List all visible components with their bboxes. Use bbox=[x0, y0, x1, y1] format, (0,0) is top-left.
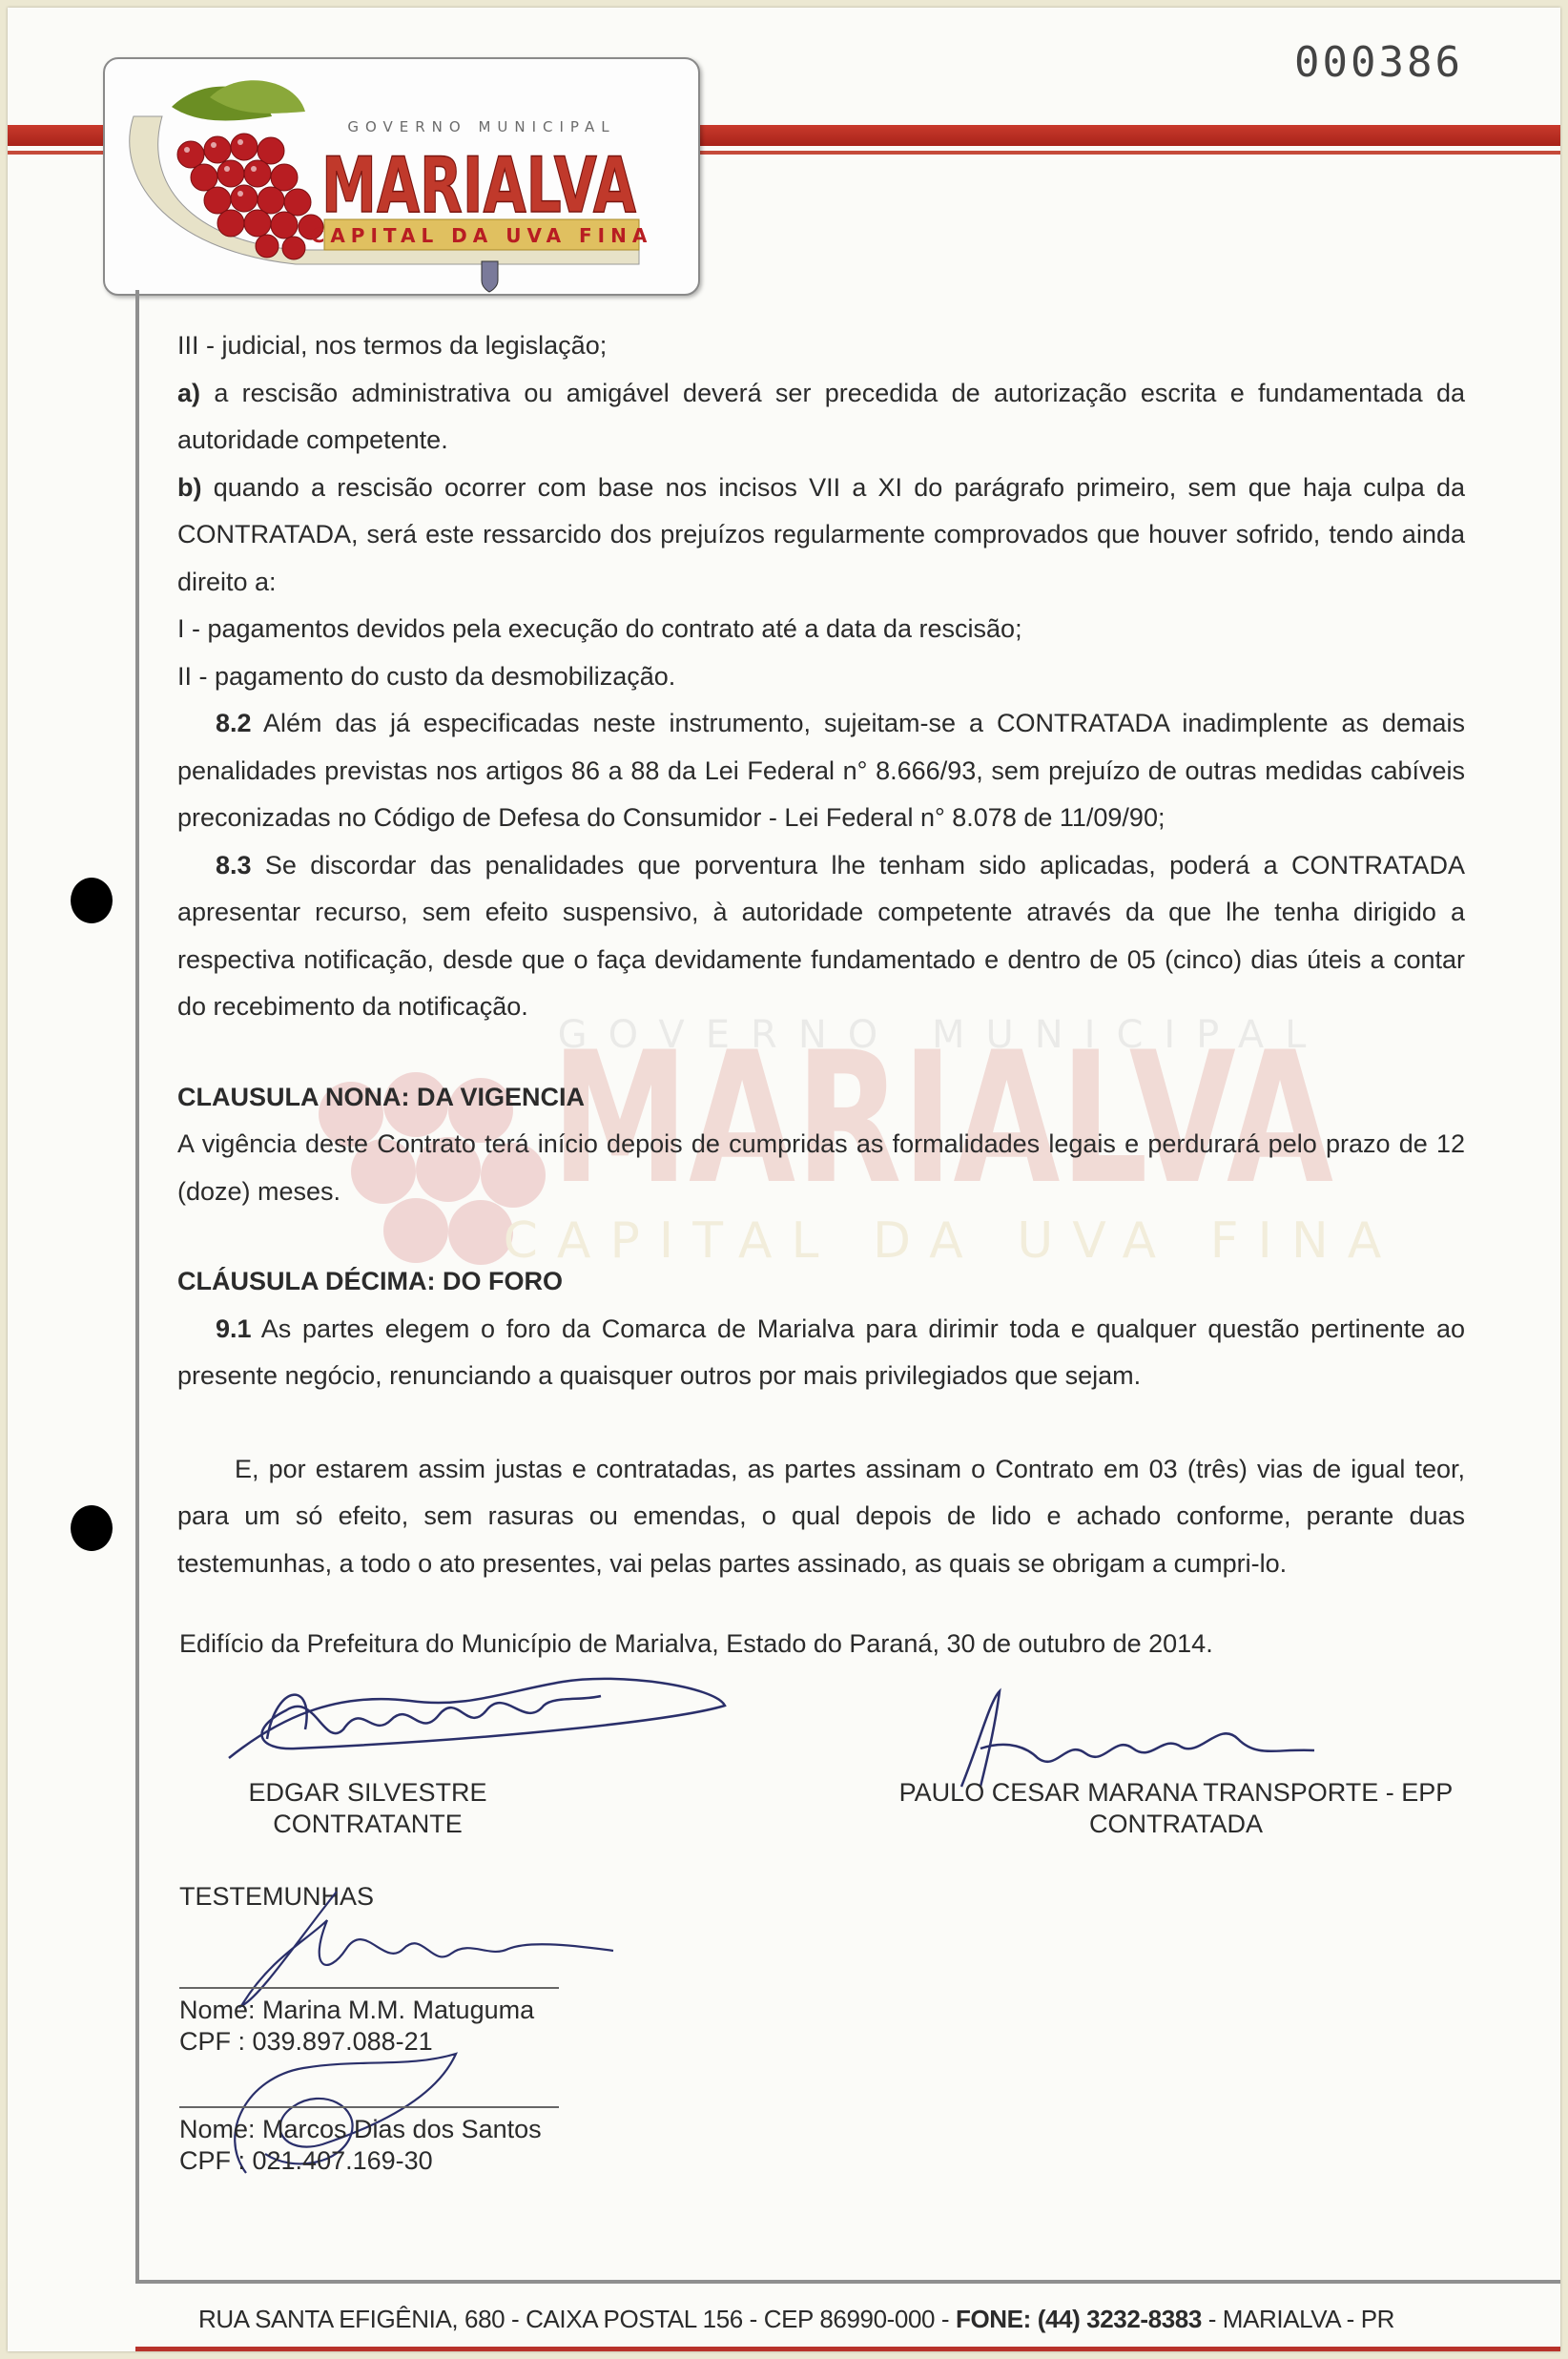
watermark-name: MARIALVA bbox=[551, 1013, 1333, 1224]
punch-hole-upper bbox=[71, 878, 113, 923]
footer-street: RUA SANTA EFIGÊNIA, 680 - CAIXA POSTAL 156 - CEP 86990-000 - bbox=[198, 2305, 956, 2333]
logo-slogan: CAPITAL DA UVA FINA bbox=[310, 224, 653, 247]
logo-name: MARIALVA bbox=[321, 141, 637, 230]
contratante-signature-block bbox=[213, 1777, 523, 1840]
paragraph-b bbox=[177, 465, 1465, 607]
frame-left-line bbox=[135, 290, 139, 2284]
witness-2-cpf: CPF : 021.407.169-30 bbox=[179, 2146, 433, 2175]
contratada-name: PAULO CESAR MARANA TRANSPORTE - EPP bbox=[898, 1778, 1454, 1807]
grape-logo-icon bbox=[105, 59, 698, 294]
punch-hole-lower bbox=[71, 1505, 113, 1551]
paragraph-a bbox=[177, 370, 1465, 465]
paragraph-item-i: I - pagamentos devidos pela execução do contrato até a data da rescisão; bbox=[177, 614, 1022, 643]
contratante-name: EDGAR SILVESTRE bbox=[248, 1778, 487, 1807]
witness-1-cpf: CPF : 039.897.088-21 bbox=[179, 2027, 433, 2056]
paragraph-a-text: a rescisão administrativa ou amigável deverá ser precedida de autorização escrita e fundamentada da autoridade competente. bbox=[177, 378, 1465, 454]
footer-address bbox=[198, 2305, 1394, 2334]
footer-red-bar bbox=[135, 2347, 1560, 2351]
witness-1-name: Nome: Marina M.M. Matuguma bbox=[179, 1996, 535, 2024]
paragraph-vigencia: A vigência deste Contrato terá início depois de cumpridas as formalidades legais e perdurará pelo prazo de 12 (doze) meses. bbox=[177, 1129, 1465, 1206]
witness-1-line bbox=[179, 1987, 559, 1989]
clause-number-9-1: 9.1 bbox=[216, 1314, 252, 1343]
paragraph-9-1 bbox=[177, 1306, 1465, 1400]
footer-phone: FONE: (44) 3232-8383 bbox=[956, 2305, 1202, 2333]
crest-icon bbox=[482, 261, 498, 292]
paragraph-judicial: III - judicial, nos termos da legislação; bbox=[177, 331, 608, 360]
contratada-signature-block bbox=[885, 1777, 1467, 1840]
document-page bbox=[8, 8, 1560, 2351]
paragraph-9-1-text: As partes elegem o foro da Comarca de Marialva para dirimir toda e qualquer questão pertinente ao presente negócio, renunciando a quaisquer outros por mais privilegiados que sejam. bbox=[177, 1314, 1465, 1390]
paragraph-8-2 bbox=[177, 700, 1465, 842]
clause-number-8-3: 8.3 bbox=[216, 850, 252, 879]
watermark-top-text: GOVERNO MUNICIPAL bbox=[557, 1013, 1328, 1057]
frame-bottom-line bbox=[135, 2280, 1560, 2284]
paragraph-closing: E, por estarem assim justas e contratadas, as partes assinam o Contrato em 03 (três) vias de igual teor, para um só efeito, sem rasuras ou emendas, o qual depois de lido e achado conforme, perante duas testemunhas, a todo o ato presentes, vai pelas partes assinado, as quais se obrigam a cumpri-lo. bbox=[177, 1454, 1465, 1578]
clause-number-8-2: 8.2 bbox=[216, 709, 252, 737]
item-label-a: a) bbox=[177, 378, 201, 407]
watermark-slogan: CAPITAL DA UVA FINA bbox=[503, 1212, 1401, 1270]
paragraph-b-text: quando a rescisão ocorrer com base nos incisos VII a XI do parágrafo primeiro, sem que haja culpa da CONTRATADA, será este ressarcido dos prejuízos regularmente comprovados que houver sofrido, tendo ainda direito a: bbox=[177, 472, 1465, 596]
heading-clausula-decima: CLÁUSULA DÉCIMA: DO FORO bbox=[177, 1267, 563, 1295]
paragraph-8-3 bbox=[177, 842, 1465, 1031]
contract-body bbox=[177, 322, 1465, 1587]
witness-2 bbox=[179, 2106, 559, 2177]
witnesses-title: TESTEMUNHAS bbox=[179, 1882, 375, 1911]
heading-clausula-nona: CLAUSULA NONA: DA VIGENCIA bbox=[177, 1082, 585, 1111]
witness-2-line bbox=[179, 2106, 559, 2108]
witness-2-name: Nome: Marcos Dias dos Santos bbox=[179, 2115, 542, 2143]
paragraph-8-2-text: Além das já especificadas neste instrumento, sujeitam-se a CONTRATADA inadimplente as demais penalidades previstas nos artigos 86 a 88 da Lei Federal n° 8.666/93, sem prejuízo de outras medidas cabíveis preconizadas no Código de Defesa do Consumidor - Lei Federal n° 8.078 de 11/09/90; bbox=[177, 709, 1465, 832]
contratada-role: CONTRATADA bbox=[1089, 1810, 1263, 1838]
municipal-logo bbox=[103, 57, 700, 296]
contratante-role: CONTRATANTE bbox=[273, 1810, 463, 1838]
paragraph-item-ii: II - pagamento do custo da desmobilização. bbox=[177, 661, 676, 691]
date-line: Edifício da Prefeitura do Município de Marialva, Estado do Paraná, 30 de outubro de 2014. bbox=[179, 1629, 1213, 1658]
logo-top-text: GOVERNO MUNICIPAL bbox=[347, 118, 616, 135]
paragraph-8-3-text: Se discordar das penalidades que porventura lhe tenham sido aplicadas, poderá a CONTRATADA apresentar recurso, sem efeito suspensivo, à autoridade competente através da que lhe tenha dirigido a respectiva notificação, desde que o faça devidamente fundamentado e dentro de 05 (cinco) dias úteis a contar do recebimento da notificação. bbox=[177, 850, 1465, 1021]
item-label-b: b) bbox=[177, 472, 202, 502]
document-number: 000386 bbox=[1294, 38, 1463, 87]
footer-city: - MARIALVA - PR bbox=[1201, 2305, 1395, 2333]
contratante-signature-icon bbox=[219, 1663, 734, 1777]
